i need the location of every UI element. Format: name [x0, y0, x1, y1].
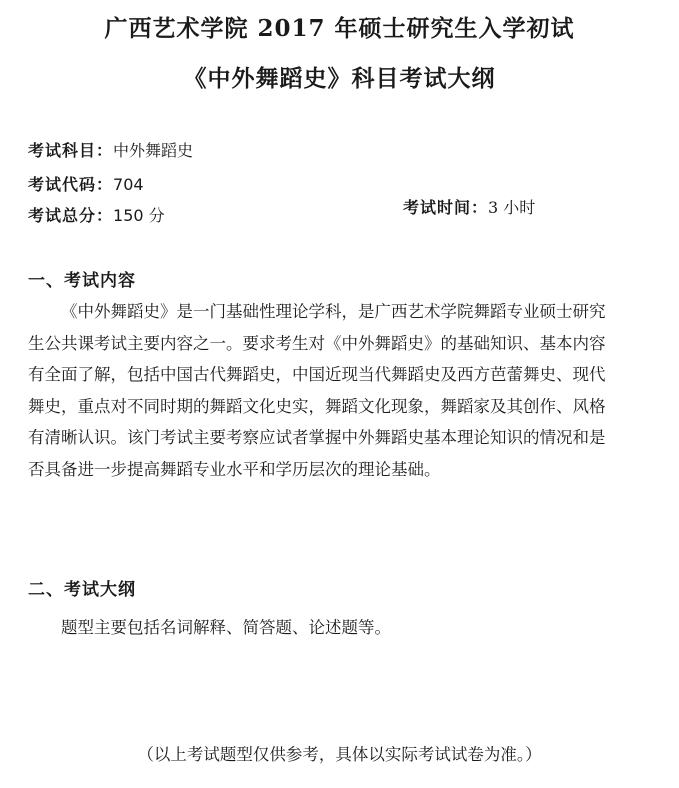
exam-time-label: 考试时间： — [403, 198, 489, 217]
exam-time-row — [403, 195, 535, 218]
exam-time-value: 3 小时 — [488, 198, 536, 217]
section1-heading: 一、考试内容 — [28, 271, 136, 291]
paragraph-line: 否具备进一步提高舞蹈专业水平和学历层次的理论基础。 — [28, 459, 441, 479]
section2-body: 题型主要包括名词解释、简答题、论述题等。 — [61, 618, 391, 637]
paragraph-line: 有清晰认识。该门考试主要考察应试者掌握中外舞蹈史基本理论知识的情况和是 — [28, 428, 606, 448]
exam-code-value: 704 — [113, 175, 144, 194]
exam-score-label: 考试总分： — [28, 206, 114, 225]
exam-subject-row — [28, 138, 193, 161]
exam-score-value: 150 分 — [113, 206, 165, 225]
paragraph-line: 舞史，重点对不同时期的舞蹈文化史实，舞蹈文化现象，舞蹈家及其创作、风格 — [28, 396, 606, 416]
section2-heading: 二、考试大纲 — [28, 580, 136, 600]
paragraph-line: 生公共课考试主要内容之一。要求考生对《中外舞蹈史》的基础知识、基本内容 — [28, 333, 606, 353]
exam-code-row — [28, 172, 144, 195]
paragraph-line: 《中外舞蹈史》是一门基础性理论学科，是广西艺术学院舞蹈专业硕士研究 — [61, 302, 606, 321]
exam-score-row — [28, 203, 165, 226]
exam-subject-label: 考试科目： — [28, 141, 114, 160]
document-title-line2: 《中外舞蹈史》科目考试大纲 — [183, 65, 496, 92]
exam-subject-value: 中外舞蹈史 — [113, 141, 194, 160]
paragraph-line: 有全面了解，包括中国古代舞蹈史，中国近现当代舞蹈史及西方芭蕾舞史、现代 — [28, 365, 606, 385]
document-title-line1: 广西艺术学院 2017 年硕士研究生入学初试 — [104, 15, 575, 42]
section1-paragraph — [28, 296, 658, 486]
footer-note: （以上考试题型仅供参考，具体以实际考试试卷为准。） — [137, 745, 542, 764]
exam-code-label: 考试代码： — [28, 175, 114, 194]
